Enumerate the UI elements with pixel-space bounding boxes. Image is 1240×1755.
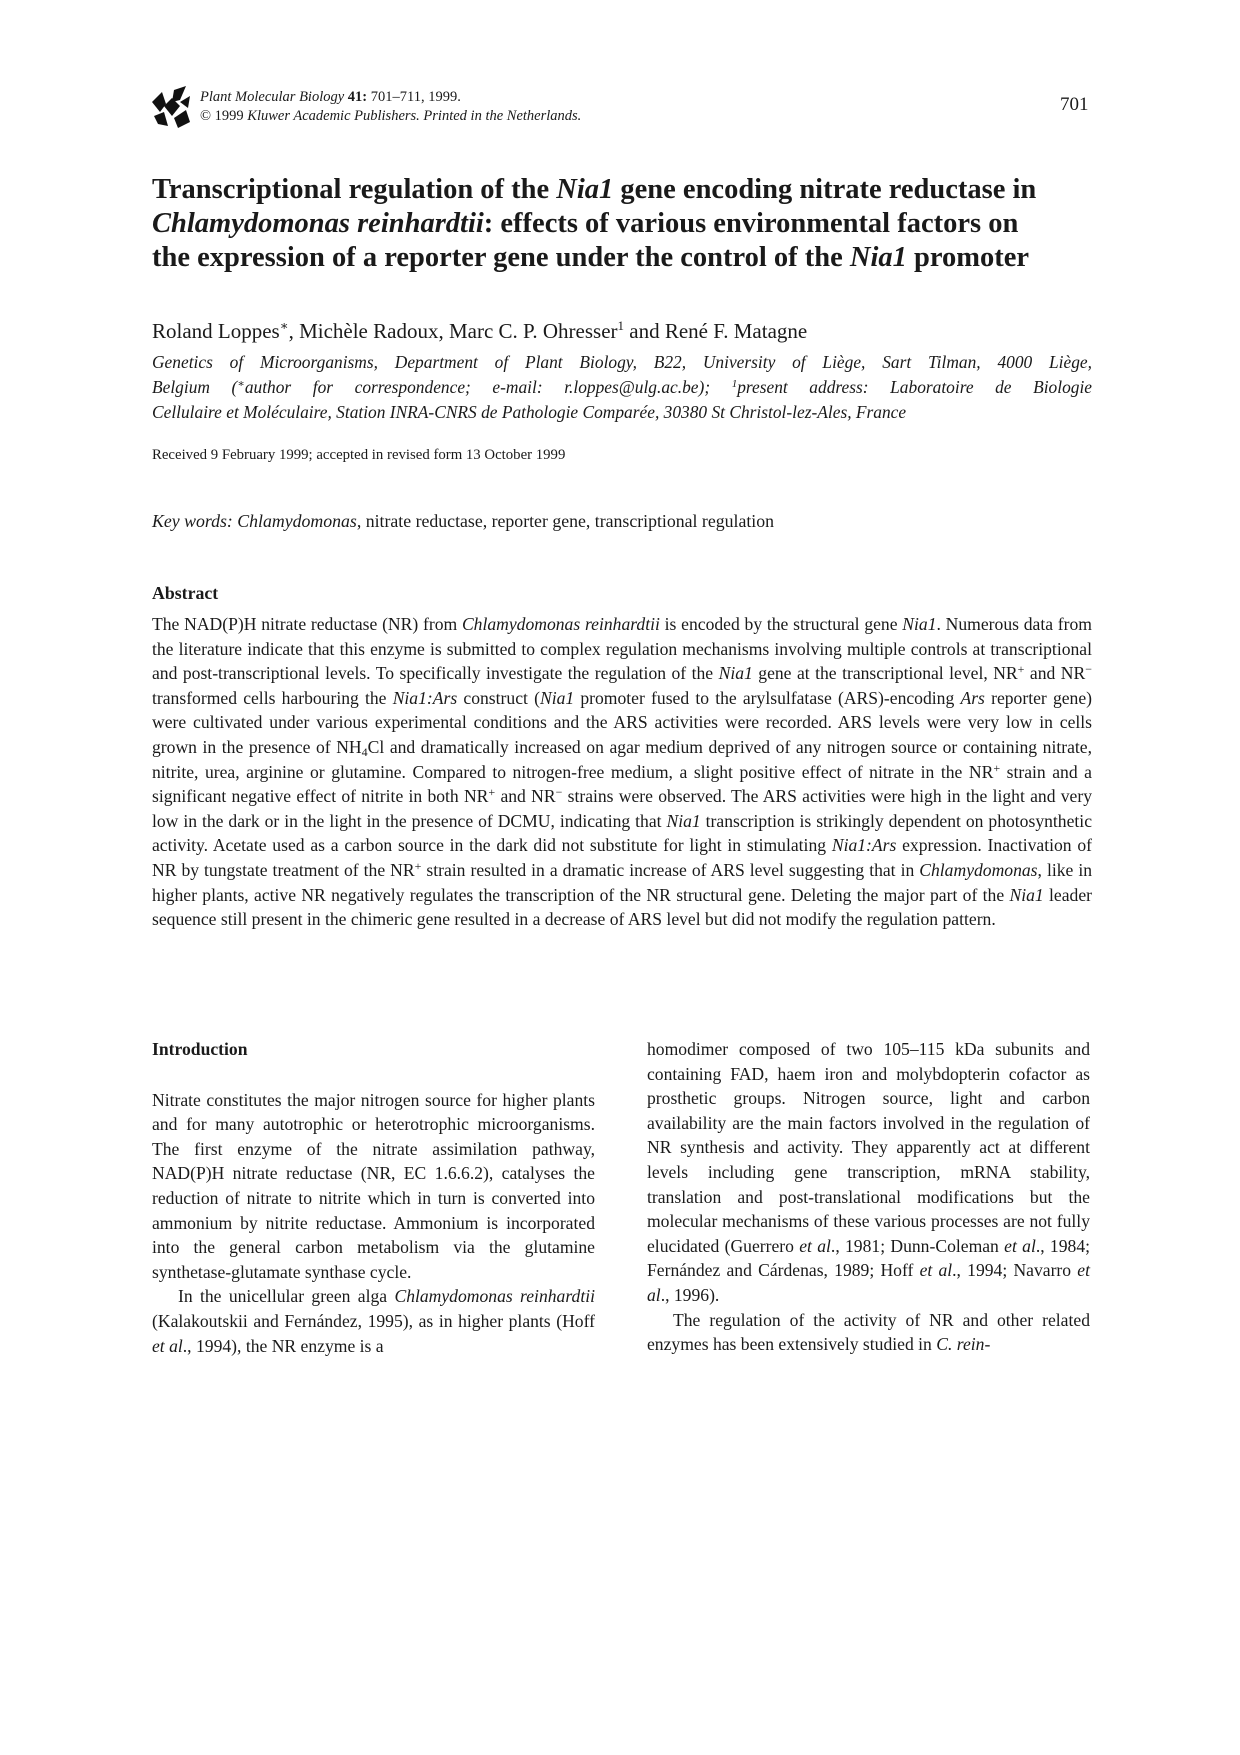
abstract-italic: Nia1: [718, 663, 753, 684]
keywords: [152, 511, 774, 532]
intro-paragraph-2-continued: [647, 1037, 1090, 1308]
abstract-superscript: −: [1085, 662, 1093, 677]
page-number: 701: [1060, 94, 1089, 115]
abstract-text: transformed cells harbouring the: [152, 687, 393, 708]
abstract-italic: Chlamydomonas reinhardtii: [461, 614, 660, 634]
intro-italic: Chlamydomonas reinhardtii: [394, 1286, 595, 1307]
title-species-name: Chlamydomonas reinhardtii: [152, 208, 484, 239]
intro-italic: C. rein-: [936, 1334, 991, 1355]
abstract-superscript: +: [488, 785, 496, 800]
author-name: Roland Loppes: [152, 319, 280, 343]
abstract-italic: Nia1: [539, 687, 575, 708]
introduction-heading: Introduction: [152, 1039, 248, 1059]
author-name: René F. Matagne: [664, 319, 808, 343]
affiliation-text: author for correspondence; e-mail: r.loppes@ulg.ac.be);: [244, 377, 732, 397]
copyright-line: [200, 107, 581, 126]
abstract-heading: Abstract: [152, 583, 219, 603]
printed-note: Printed in the Netherlands.: [423, 108, 582, 124]
affiliation: [152, 350, 1092, 425]
keywords-label: Key words:: [152, 511, 233, 531]
affiliation-line: Cellulaire et Moléculaire, Station INRA-CNRS de Pathologie Comparée, 30380 St Christol-lez-Ales, France: [152, 402, 907, 422]
abstract-text: The NAD(P)H nitrate reductase (NR) from: [152, 614, 462, 634]
intro-italic: et al: [647, 1260, 1090, 1305]
journal-citation-line: [200, 88, 581, 107]
author-mark: ∗: [279, 318, 289, 333]
affiliation-mark: 1: [731, 378, 738, 390]
affiliation-text: present address: Laboratoire de Biologie: [737, 377, 1093, 397]
copyright-year: 1999: [214, 108, 244, 124]
intro-text: ., 1981; Dunn-Coleman: [830, 1235, 1005, 1256]
abstract-superscript: −: [555, 785, 563, 800]
abstract-italic: Nia1:Ars: [392, 687, 458, 708]
title-text: promoter: [906, 242, 1030, 273]
abstract-text: gene at the transcriptional level, NR: [752, 663, 1018, 684]
abstract-italic: Ars: [960, 687, 985, 708]
abstract-italic: Nia1: [1009, 884, 1044, 905]
abstract-superscript: +: [414, 858, 422, 873]
intro-paragraph-2: [152, 1284, 595, 1358]
intro-text: In the unicellular green alga: [178, 1286, 395, 1307]
intro-paragraph-3: [647, 1308, 1090, 1357]
title-text: : effects of various environmental factors on: [483, 208, 1019, 239]
abstract-text: leader sequence still present in the chimeric gene resulted in a decrease of ARS level but did not modify the regulation pattern.: [152, 884, 1093, 930]
abstract-superscript: +: [1017, 662, 1025, 677]
intro-italic: et al: [799, 1235, 831, 1256]
journal-volume: 41:: [347, 89, 368, 105]
intro-text: ., 1994; Navarro: [952, 1260, 1078, 1281]
article-title: [152, 173, 1102, 275]
abstract-text: reporter gene) were cultivated under various experimental conditions and the ARS activities were recorded. ARS levels were very low in cells grown in the presence of NH: [152, 687, 1093, 757]
intro-italic: et al: [152, 1335, 183, 1356]
intro-italic: et al: [1004, 1235, 1036, 1256]
abstract-superscript: +: [993, 760, 1001, 775]
abstract-text: strains were observed. The ARS activities were high in the light and very low in the dark or in the light in the presence of DCMU, indicating that: [152, 786, 1093, 831]
abstract-text: is encoded by the structural gene: [659, 614, 903, 634]
abstract-text: Cl and dramatically increased on agar medium deprived of any nitrogen source or containing nitrate, nitrite, urea, arginine or glutamine. Compared to nitrogen-free medium, a slight positive effect of nitrate in the NR: [152, 736, 1092, 782]
intro-text: homodimer composed of two 105–115 kDa subunits and containing FAD, haem iron and molybdopterin cofactor as prosthetic groups. Nitrogen source, light and carbon availability are the main factors involved in the regulation of NR synthesis and activity. They apparently act at different levels including gene transcription, mRNA stability, translation and post-translational modifications but the molecular mechanisms of these various processes are not fully elucidated (Guerrero: [647, 1039, 1090, 1256]
journal-info: [200, 88, 581, 126]
left-column: [152, 1037, 595, 1358]
intro-text: The regulation of the activity of NR and other related enzymes has been extensively studied in: [647, 1309, 1090, 1355]
title-gene-name: Nia1: [849, 242, 907, 273]
author-separator: ,: [438, 319, 449, 343]
affiliation-line: Genetics of Microorganisms, Department of Plant Biology, B22, University of Liège, Sart Tilman, 4000 Liège,: [152, 352, 1092, 372]
abstract-text: and NR: [1024, 663, 1086, 684]
abstract-italic: Nia1:Ars: [831, 835, 897, 856]
intro-text: ., 1984; Fernández and Cárdenas, 1989; Hoff: [647, 1235, 1091, 1281]
affiliation-mark: ∗: [237, 378, 245, 390]
abstract-text: expression. Inactivation of NR by tungstate treatment of the NR: [152, 835, 1092, 880]
abstract-italic: Nia1: [902, 614, 937, 634]
abstract-text: and NR: [495, 786, 556, 807]
author-name: Michèle Radoux: [299, 319, 439, 343]
right-column: [647, 1037, 1090, 1357]
affiliation-text: Belgium (: [152, 377, 238, 397]
intro-text: (Kalakoutskii and Fernández, 1995), as in higher plants (Hoff: [152, 1310, 595, 1331]
intro-text: ., 1994), the NR enzyme is a: [182, 1335, 384, 1356]
abstract-text: strain resulted in a dramatic increase of ARS level suggesting that in: [421, 859, 920, 880]
intro-italic: et al: [919, 1260, 953, 1281]
title-gene-name: Nia1: [556, 174, 614, 205]
abstract-subscript: 4: [361, 744, 368, 759]
abstract-italic: Chlamydomonas: [919, 859, 1038, 880]
author-separator: and: [624, 319, 665, 343]
author-list: [152, 318, 807, 344]
author-separator: ,: [288, 319, 300, 343]
title-text: gene encoding nitrate reductase in: [613, 174, 1037, 205]
abstract-text: strain and a significant negative effect of nitrite in both NR: [152, 761, 1092, 807]
abstract-text: promoter fused to the arylsulfatase (ARS)-encoding: [574, 687, 961, 708]
title-text: the expression of a reporter gene under the control of the: [152, 242, 850, 273]
keywords-list: , nitrate reductase, reporter gene, transcriptional regulation: [356, 511, 775, 531]
publisher-name: Kluwer Academic Publishers.: [247, 108, 420, 124]
copyright-symbol: ©: [200, 108, 212, 124]
author-mark: 1: [617, 318, 625, 333]
journal-name: Plant Molecular Biology: [200, 89, 345, 105]
abstract-text: transcription is strikingly dependent on photosynthetic activity. Acetate used as a carbon source in the dark did not substitute for light in stimulating: [152, 810, 1092, 856]
abstract-italic: Nia1: [666, 810, 701, 831]
journal-pages-year: 701–711, 1999.: [370, 89, 461, 105]
keyword-organism: Chlamydomonas: [232, 511, 357, 531]
intro-paragraph-1: Nitrate constitutes the major nitrogen source for higher plants and for many autotrophic or heterotrophic microorganisms. The first enzyme of the nitrate assimilation pathway, NAD(P)H nitrate reductase (NR, EC 1.6.6.2), catalyses the reduction of nitrate to nitrite which in turn is converted into ammonium by nitrite reductase. Ammonium is incorporated into the general carbon metabolism via the glutamine synthetase-glutamate synthase cycle.: [152, 1089, 595, 1282]
intro-text: ., 1996).: [660, 1284, 720, 1305]
affiliation-line: [152, 375, 1092, 400]
abstract-body: [152, 612, 1092, 932]
publisher-logo-icon: [150, 84, 192, 130]
abstract-text: , like in higher plants, active NR negatively regulates the transcription of the NR structural gene. Deleting the major part of the: [152, 859, 1093, 905]
received-dates: Received 9 February 1999; accepted in revised form 13 October 1999: [152, 447, 566, 463]
abstract-text: construct (: [457, 687, 540, 708]
author-name: Marc C. P. Ohresser: [448, 319, 618, 343]
title-text: Transcriptional regulation of the: [152, 174, 557, 205]
abstract-text: . Numerous data from the literature indicate that this enzyme is submitted to complex regulation mechanisms involving multiple controls at transcriptional and post-transcriptional levels. To specifically investigate the regulation of the: [152, 614, 1092, 684]
